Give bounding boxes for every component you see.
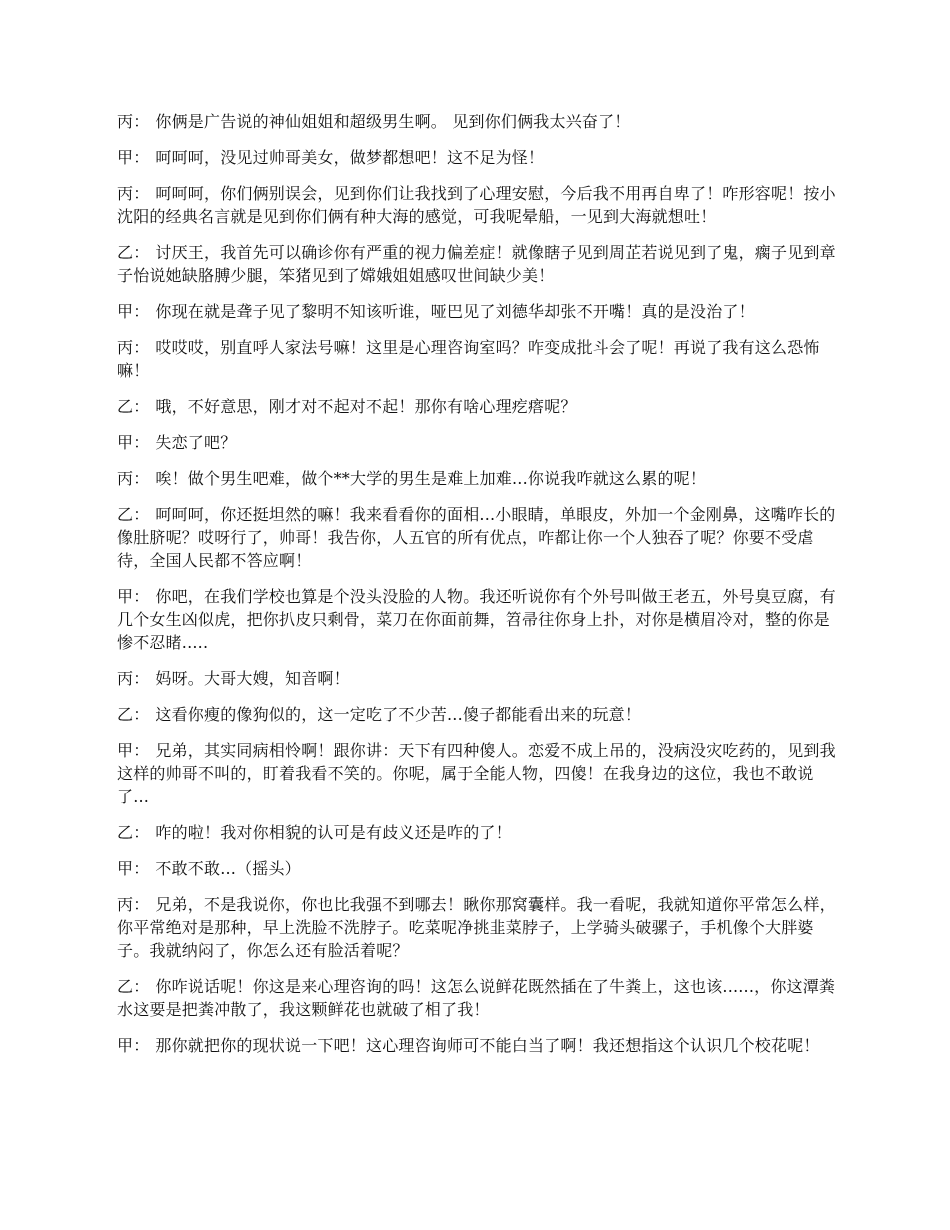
- line-text: 妈呀。大哥大嫂，知音啊！: [155, 669, 350, 688]
- line-text: 你吧，在我们学校也算是个没头没脸的人物。我还听说你有个外号叫做王老五，外号臭豆腐，有几个女生凶似虎，把你扒皮只剩骨，菜刀在你面前舞，笤帚往你身上扑，对你是横眉冷对，整的你是惨不忍睹.....: [117, 587, 836, 652]
- dialogue-line: [117, 667, 840, 690]
- speaker-label: 乙：: [117, 823, 150, 842]
- speaker-label: 甲：: [117, 859, 150, 878]
- dialogue-line: [117, 857, 840, 880]
- dialogue-line: [117, 431, 840, 454]
- line-text: 呵呵呵，你们俩别误会，见到你们让我找到了心理安慰，今后我不用再自卑了！咋形容呢！按小沈阳的经典名言就是见到你们俩有种大海的感觉，可我呢晕船，一见到大海就想吐！: [117, 184, 836, 226]
- dialogue-line: [117, 821, 840, 844]
- speaker-label: 丙：: [117, 112, 150, 131]
- speaker-label: 甲：: [117, 433, 150, 452]
- speaker-label: 甲：: [117, 148, 150, 167]
- line-text: 不敢不敢...（摇头）: [155, 859, 301, 878]
- speaker-label: 乙：: [117, 243, 150, 262]
- line-text: 哎哎哎，别直呼人家法号嘛！这里是心理咨询室吗？咋变成批斗会了呢！再说了我有这么恐怖嘛！: [117, 338, 820, 380]
- dialogue-line: [117, 336, 840, 382]
- dialogue-line: [117, 975, 840, 1021]
- line-text: 哦，不好意思，刚才对不起对不起！那你有啥心理疙瘩呢？: [155, 397, 577, 416]
- dialogue-line: [117, 503, 840, 572]
- speaker-label: 甲：: [117, 1036, 150, 1055]
- dialogue-line: [117, 703, 840, 726]
- dialogue-line: [117, 110, 840, 133]
- dialogue-line: [117, 241, 840, 287]
- line-text: 你俩是广告说的神仙姐姐和超级男生啊。 见到你们俩我太兴奋了！: [155, 112, 631, 131]
- speaker-label: 乙：: [117, 397, 150, 416]
- dialogue-line: [117, 739, 840, 808]
- speaker-label: 丙：: [117, 184, 150, 203]
- speaker-label: 丙：: [117, 669, 150, 688]
- line-text: 你现在就是聋子见了黎明不知该听谁，哑巴见了刘德华却张不开嘴！真的是没治了！: [155, 302, 755, 321]
- dialogue-line: [117, 146, 840, 169]
- line-text: 那你就把你的现状说一下吧！这心理咨询师可不能白当了啊！我还想指这个认识几个校花呢！: [155, 1036, 820, 1055]
- dialogue-line: [117, 585, 840, 654]
- line-text: 这看你瘦的像狗似的，这一定吃了不少苦...傻子都能看出来的玩意！: [155, 705, 642, 724]
- line-text: 讨厌王，我首先可以确诊你有严重的视力偏差症！就像瞎子见到周芷若说见到了鬼，瘸子见到章子怡说她缺胳膊少腿，笨猪见到了嫦娥姐姐感叹世间缺少美！: [117, 243, 836, 285]
- line-text: 咋的啦！我对你相貌的认可是有歧义还是咋的了！: [155, 823, 512, 842]
- dialogue-body: [117, 110, 840, 1070]
- speaker-label: 丙：: [117, 895, 150, 914]
- line-text: 失恋了吧？: [155, 433, 237, 452]
- speaker-label: 丙：: [117, 338, 150, 357]
- dialogue-line: [117, 300, 840, 323]
- line-text: 呵呵呵，没见过帅哥美女，做梦都想吧！这不足为怪！: [155, 148, 545, 167]
- line-text: 你咋说话呢！你这是来心理咨询的吗！这怎么说鲜花既然插在了牛粪上，这也该......，你这潭粪水这要是把粪冲散了，我这颗鲜花也就破了相了我！: [117, 977, 836, 1019]
- line-text: 兄弟，不是我说你，你也比我强不到哪去！瞅你那窝囊样。我一看呢，我就知道你平常怎么样，你平常绝对是那种，早上洗脸不洗脖子。吃菜呢净挑韭菜脖子，上学骑头破骡子，手机像个大胖婆子。我就纳闷了，你怎么还有脸活着呢？: [117, 895, 836, 960]
- speaker-label: 丙：: [117, 469, 150, 488]
- speaker-label: 乙：: [117, 977, 150, 996]
- speaker-label: 甲：: [117, 587, 150, 606]
- dialogue-line: [117, 467, 840, 490]
- speaker-label: 乙：: [117, 505, 150, 524]
- line-text: 呵呵呵，你还挺坦然的嘛！我来看看你的面相...小眼睛，单眼皮，外加一个金刚鼻，这嘴咋长的像肚脐呢？哎呀行了，帅哥！我告你，人五官的所有优点，咋都让你一个人独吞了呢？你要不受虐待，全国人民都不答应啊！: [117, 505, 836, 570]
- line-text: 兄弟，其实同病相怜啊！跟你讲：天下有四种傻人。恋爱不成上吊的，没病没灾吃药的，见到我这样的帅哥不叫的，盯着我看不笑的。你呢，属于全能人物，四傻！在我身边的这位，我也不敢说了...: [117, 741, 836, 806]
- dialogue-line: [117, 182, 840, 228]
- line-text: 唉！做个男生吧难，做个**大学的男生是难上加难...你说我咋就这么累的呢！: [155, 469, 707, 488]
- dialogue-line: [117, 395, 840, 418]
- dialogue-line: [117, 893, 840, 962]
- speaker-label: 乙：: [117, 705, 150, 724]
- speaker-label: 甲：: [117, 302, 150, 321]
- speaker-label: 甲：: [117, 741, 150, 760]
- dialogue-line: [117, 1034, 840, 1057]
